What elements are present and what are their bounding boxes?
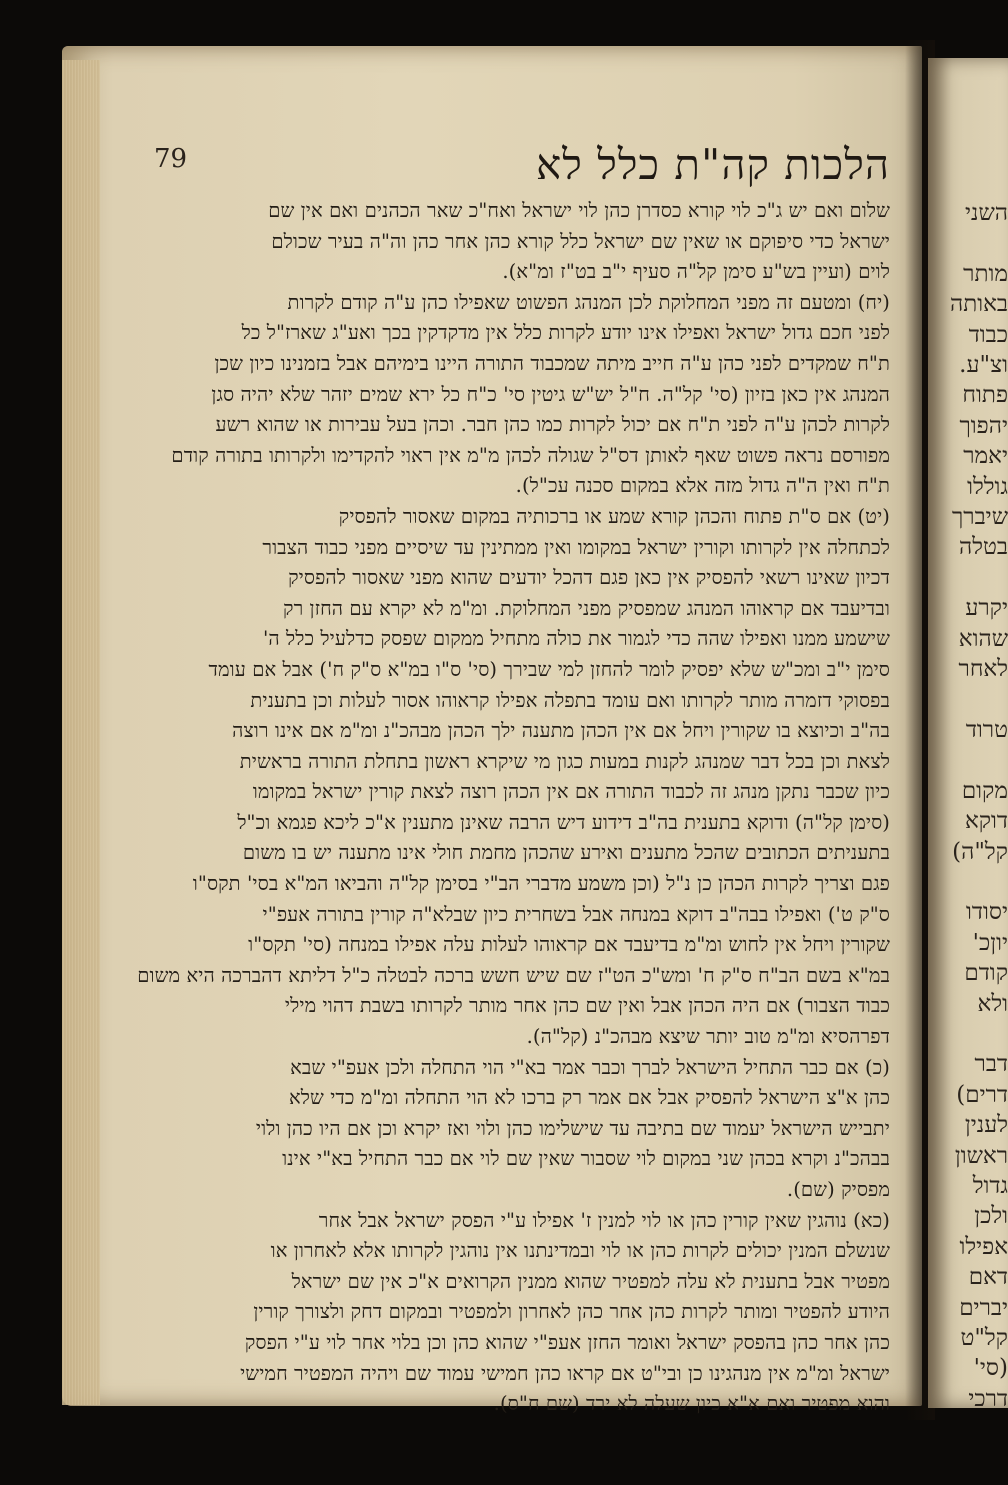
facing-page-text xyxy=(936,198,1008,1414)
facing-page-word: שיברך xyxy=(952,504,1008,531)
facing-page-word: יהפוך xyxy=(959,412,1008,439)
facing-page-word: שהוא xyxy=(958,625,1008,652)
facing-page-word: וצ"ע. xyxy=(959,352,1008,379)
text-line: בבהכ"נ וקרא בכהן שני במקום לוי שסבור שאין שם לוי אם כבר התחיל בא"י אינו xyxy=(282,1147,890,1171)
facing-page-word xyxy=(936,685,1008,715)
text-line: שישמע ממנו ואפילו שהה כדי לגמור את כולה מתחיל ממקום שפסק כדלעיל כלל ה' xyxy=(262,627,890,651)
facing-page-word: קודם xyxy=(964,960,1008,987)
text-line: (כא) נוהגין שאין קורין כהן או לוי למנין ז' אפילו ע"י הפסק ישראל אבל אחר xyxy=(318,1208,890,1232)
page-edge xyxy=(62,60,100,1405)
text-line: שנשלם המנין יכולים לקרות כהן או לוי ובמדינתנו אין נוהגין לקרותו אלא לאחרון או xyxy=(270,1239,890,1263)
facing-page-word: כבוד xyxy=(968,321,1008,348)
text-line: פגם וצריך לקרות הכהן כן נ"ל (וכן משמע מדברי הב"י בסימן קל"ה והביאו המ"א בסי' תקס"ו xyxy=(192,872,890,896)
text-line: מפורסם נראה פשוט שאף לאותן דס"ל שגולה לכהן מ"מ אין ראוי להקדימו ולקרותו בתורה קודם xyxy=(171,443,890,467)
text-line: כהן אחר כהן בהפסק ישראל ואומר החזן אעפ"י שהוא כהן וכן בלוי אחר לוי ע"י הפסק xyxy=(244,1330,890,1354)
page-header xyxy=(150,140,890,190)
facing-page-word: לענין xyxy=(964,1112,1008,1139)
facing-page-word: (סי' xyxy=(973,1355,1008,1382)
facing-page-word: אפילו xyxy=(959,1233,1008,1260)
text-line: (יח) ומטעם זה מפני המחלוקת לכן המנהג הפשוט שאפילו כהן ע"ה קודם לקרות xyxy=(287,290,890,314)
text-line: והוא מפטיר ואם א"א כיון שעלה לא ירד (שם ח"ס). xyxy=(493,1392,890,1416)
facing-page-word: פתוח xyxy=(962,382,1008,409)
facing-page-word: גוללו xyxy=(967,473,1008,500)
text-line: כבוד הצבור) אם היה הכהן אבל ואין שם כהן אחר מותר לקרותו בשבת דהוי מילי xyxy=(284,994,890,1018)
facing-page xyxy=(928,58,1008,1412)
text-line: לוים (ועיין בש"ע סימן קל"ה סעיף י"ב בט"ז ומ"א). xyxy=(502,260,890,284)
facing-page-word: השני xyxy=(964,200,1008,226)
text-line: לכתחלה אין לקרותו וקורין ישראל במקומו ואין ממתינין עד שיסיים מפני כבוד הצבור xyxy=(262,535,890,559)
text-line: לפני חכם גדול ישראל ואפילו אינו יודע לקרות כלל אין מדקדקין בכך ואע"ג שארז"ל כל xyxy=(241,321,890,345)
text-line: בה"ב וכיוצא בו שקורין ויחל אם אין הכהן מתענה ילך הכהן מבהכ"נ ומ"מ אם אינו רוצה xyxy=(232,719,890,743)
facing-page-word: לאחר xyxy=(958,656,1008,683)
text-line: ת"ח שמקדים לפני כהן ע"ה חייב מיתה שמכבוד התורה היינו בימיהם אבל בזמנינו כיון שכן xyxy=(214,351,890,375)
text-line: מפסיק (שם). xyxy=(786,1178,890,1201)
facing-page-word: ולא xyxy=(977,990,1008,1017)
running-title: הלכות קה"ת כלל לא xyxy=(536,140,890,189)
text-line: לצאת וכן בכל דבר שמנהג לקנות במעות כגון מי שיקרא ראשון בתחלת התורה בראשית xyxy=(239,749,890,773)
facing-page-word: דרכי xyxy=(968,1385,1008,1412)
text-line: (יט) אם ס"ת פתוח והכהן קורא שמע או ברכותיה במקום שאסור להפסיק xyxy=(338,504,890,528)
text-line: (סימן קל"ה) ודוקא בתענית בה"ב דידוע דיש הרבה שאינן מתענין א"כ ליכא פגמא וכ"ל xyxy=(237,810,890,834)
main-text xyxy=(137,196,890,1420)
text-line: דפרהסיא ומ"מ טוב יותר שיצא מבהכ"נ (קל"ה). xyxy=(526,1025,890,1049)
text-line: שקורין ויחל אין לחוש ומ"מ בדיעבד אם קראוהו לעלות עלה אפילו במנחה (סי' תקס"ו xyxy=(248,933,890,957)
page-number: 79 xyxy=(154,144,188,174)
facing-page-word: מותר xyxy=(963,260,1008,287)
text-line: דכיון שאינו רשאי להפסיק אין כאן פגם דהכל יודעים שהוא מפני שאסור להפסיק xyxy=(288,566,890,590)
text-line: סימן י"ב ומכ"ש שלא יפסיק לומר להחזן למי שבירך (סי' ס"ו במ"א ס"ק ח') אבל אם עומד xyxy=(208,657,890,681)
facing-page-word: דאם xyxy=(968,1264,1008,1291)
facing-page-word: ולכן xyxy=(974,1203,1008,1230)
facing-page-word: באותה xyxy=(949,291,1008,318)
text-line: כהן א"צ הישראל להפסיק אבל אם אמר רק ברכו לא הוי התחלה ומ"מ כדי שלא xyxy=(288,1086,890,1110)
facing-page-word: יברים xyxy=(959,1294,1008,1321)
text-line: ס"ק ט') ואפילו בבה"ב דוקא במנחה אבל בשחרית כיון שבלא"ה קורין בתורה אעפ"י xyxy=(262,902,890,926)
facing-page-word: גדול xyxy=(972,1173,1008,1199)
facing-page-word: טרוד xyxy=(965,716,1008,743)
text-line: המנהג אין כאן בזיון (סי' קל"ה. ח"ל יש"ש גיטין סי' כ"ח כל ירא שמים יזהר שלא יהיה סגן xyxy=(211,382,890,406)
facing-page-word: קל"ה) xyxy=(952,838,1008,865)
text-line: ישראל כדי סיפוקם או שאין שם ישראל כלל קורא כהן אחר כהן וה"ה בעיר שכולם xyxy=(271,229,890,253)
facing-page-word xyxy=(936,745,1008,775)
facing-page-word: דוקא xyxy=(964,808,1008,835)
facing-page-word: יוןכ' xyxy=(972,929,1008,956)
text-line: ובדיעבד אם קראוהו המנהג שמפסיק מפני המחלוקת. ומ"מ לא יקרא עם החזן רק xyxy=(283,596,890,620)
facing-page-word xyxy=(936,1019,1008,1049)
text-line: בפסוקי דזמרה מותר לקרותו ואם עומד בתפלה אפילו קראוהו אסור לעלות וכן בתענית xyxy=(250,688,890,712)
facing-page-word: בטלה xyxy=(959,534,1008,561)
facing-page-word: דרים) xyxy=(956,1081,1008,1108)
text-line: כיון שכבר נתקן מנהג זה לכבוד התורה אם אין הכהן רוצה לצאת קורין ישראל במקומו xyxy=(252,780,890,804)
text-line: ת"ח ואין ה"ה גדול מזה אלא במקום סכנה עכ"ל). xyxy=(515,474,890,498)
facing-page-word: מקום xyxy=(961,777,1008,804)
facing-page-word: יסודו xyxy=(966,899,1008,926)
facing-page-word: יקרע xyxy=(965,595,1008,622)
facing-page-word xyxy=(936,867,1008,897)
facing-page-word: ראשון xyxy=(954,1142,1008,1169)
text-line: (כ) אם כבר התחיל הישראל לברך וכבר אמר בא"י הוי התחלה ולכן אעפ"י שבא xyxy=(290,1055,890,1079)
text-line: לקרות לכהן ע"ה לפני ת"ח אם יכול לקרות כמו כהן חבר. וכהן בעל עבירות או שהוא רשע xyxy=(215,413,890,437)
facing-page-word: יאמר xyxy=(963,443,1008,470)
text-line: מפטיר אבל בתענית לא עלה למפטיר שהוא ממנין הקרואים א"כ אין שם ישראל xyxy=(291,1269,890,1293)
text-line: יתבייש הישראל יעמוד שם בתיבה עד שישלימו כהן ולוי ואז יקרא וכן אם היו כהן ולוי xyxy=(255,1116,890,1140)
text-line: שלום ואם יש ג"כ לוי קורא כסדרן כהן לוי ישראל ואח"כ שאר הכהנים ואם אין שם xyxy=(268,199,890,222)
facing-page-word xyxy=(936,228,1008,258)
text-line: היודע להפטיר ומותר לקרות כהן אחר כהן לאחרון ולמפטיר ובמקום דחק ולצורך קורין xyxy=(253,1300,890,1324)
facing-page-word: קל"ט xyxy=(960,1325,1008,1352)
text-line: במ"א בשם הב"ח ס"ק ח' ומש"כ הט"ז שם שיש חשש ברכה לבטלה כ"ל דליתא דהברכה היא משום xyxy=(137,963,890,987)
facing-page-word: דבר xyxy=(974,1051,1008,1078)
text-line: בתעניתים הכתובים שהכל מתענים ואירע שהכהן מחמת חולי אינו מתענה יש בו משום xyxy=(242,841,890,865)
facing-page-word xyxy=(936,563,1008,593)
text-line: ישראל ומ"מ אין מנהגינו כן ובי"ט אם קראו כהן חמישי עמוד שם ויהיה המפטיר חמישי xyxy=(240,1361,890,1385)
